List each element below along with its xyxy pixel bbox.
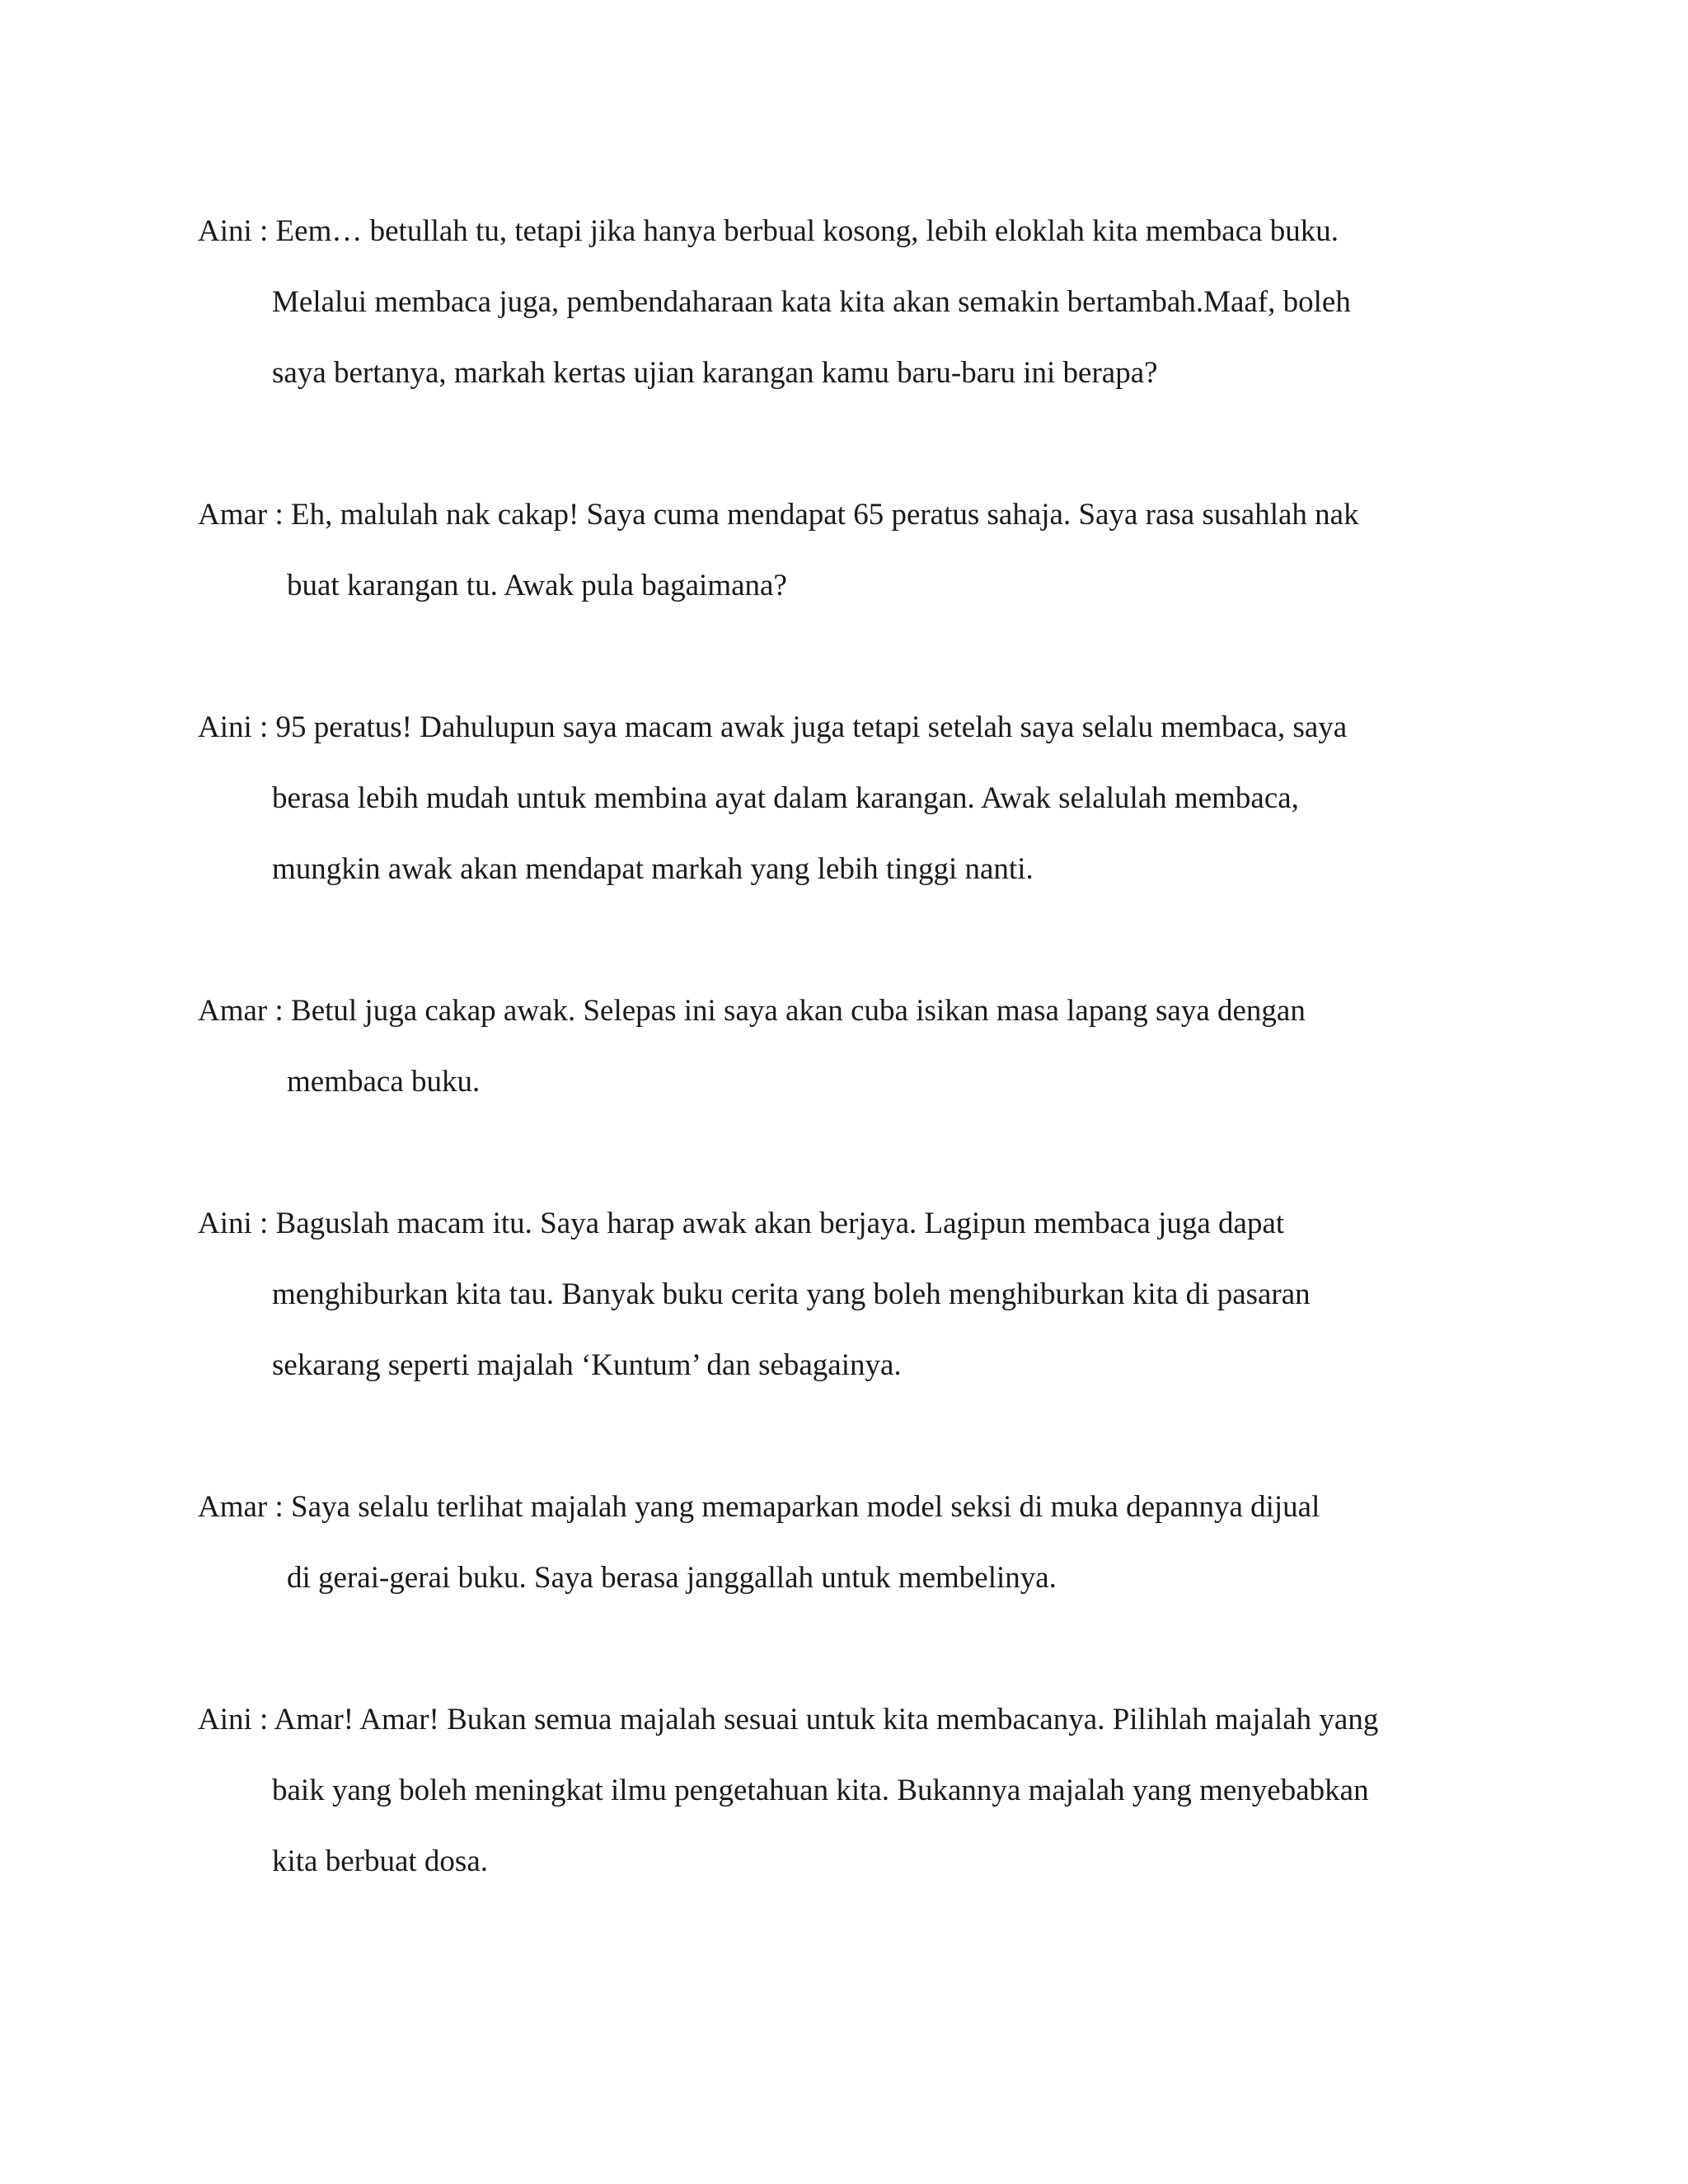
- dialogue-line: baik yang boleh meningkat ilmu pengetahuan kita. Bukannya majalah yang menyebabkan: [272, 1774, 1369, 1807]
- dialogue-body: [198, 196, 1550, 1968]
- dialogue-line: Aini : Eem… betullah tu, tetapi jika hanya berbual kosong, lebih eloklah kita membaca buku.: [198, 214, 1339, 248]
- dialogue-line: Amar : Betul juga cakap awak. Selepas ini saya akan cuba isikan masa lapang saya dengan: [198, 994, 1306, 1028]
- dialogue-turn-amar: [198, 1472, 1550, 1614]
- dialogue-turn-amar: [198, 976, 1550, 1118]
- dialogue-line: Aini : Amar! Amar! Bukan semua majalah sesuai untuk kita membacanya. Pilihlah majalah yang: [198, 1703, 1379, 1736]
- dialogue-line: Aini : 95 peratus! Dahulupun saya macam awak juga tetapi setelah saya selalu membaca, saya: [198, 710, 1348, 744]
- dialogue-line: buat karangan tu. Awak pula bagaimana?: [287, 569, 787, 602]
- dialogue-line: menghiburkan kita tau. Banyak buku cerita yang boleh menghiburkan kita di pasaran: [272, 1277, 1311, 1311]
- dialogue-line: sekarang seperti majalah ‘Kuntum’ dan sebagainya.: [272, 1348, 902, 1382]
- dialogue-line: saya bertanya, markah kertas ujian karangan kamu baru-baru ini berapa?: [272, 356, 1158, 390]
- dialogue-line: di gerai-gerai buku. Saya berasa janggallah untuk membelinya.: [287, 1561, 1057, 1595]
- dialogue-line: Amar : Saya selalu terlihat majalah yang memaparkan model seksi di muka depannya dijual: [198, 1490, 1320, 1524]
- dialogue-turn-aini: [198, 196, 1550, 409]
- dialogue-line: Amar : Eh, malulah nak cakap! Saya cuma mendapat 65 peratus sahaja. Saya rasa susahlah nak: [198, 498, 1359, 532]
- dialogue-line: berasa lebih mudah untuk membina ayat dalam karangan. Awak selalulah membaca,: [272, 781, 1299, 815]
- dialogue-turn-aini: [198, 1188, 1550, 1401]
- dialogue-line: Aini : Baguslah macam itu. Saya harap awak akan berjaya. Lagipun membaca juga dapat: [198, 1207, 1285, 1240]
- dialogue-turn-aini: [198, 1685, 1550, 1897]
- dialogue-turn-aini: [198, 692, 1550, 905]
- dialogue-line: mungkin awak akan mendapat markah yang lebih tinggi nanti.: [272, 852, 1034, 886]
- dialogue-line: kita berbuat dosa.: [272, 1844, 488, 1878]
- dialogue-turn-amar: [198, 480, 1550, 621]
- dialogue-line: membaca buku.: [287, 1065, 481, 1099]
- dialogue-line: Melalui membaca juga, pembendaharaan kata kita akan semakin bertambah.Maaf, boleh: [272, 285, 1351, 319]
